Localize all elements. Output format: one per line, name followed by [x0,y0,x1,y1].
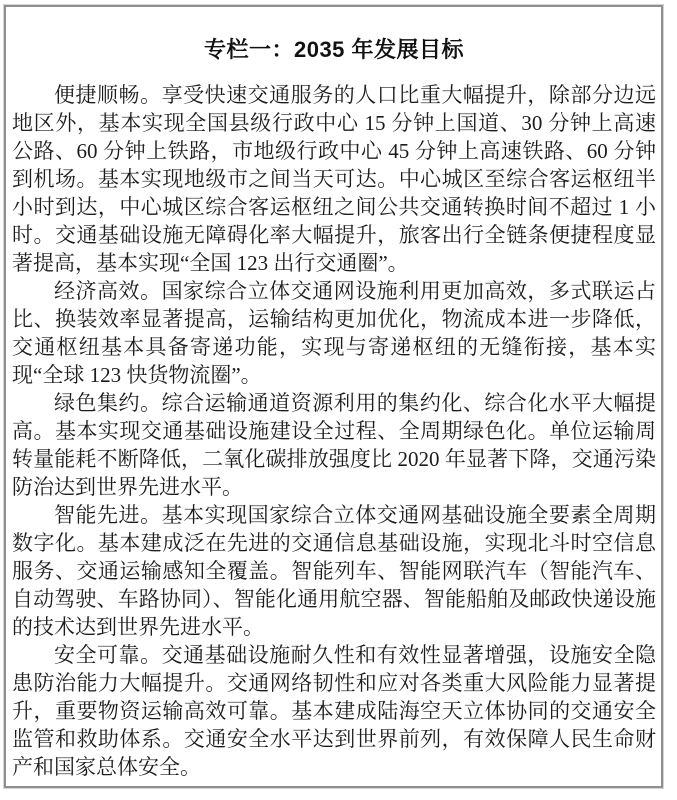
column-box-frame [4,5,663,788]
paragraph-intelligent-advanced: 智能先进。基本实现国家综合立体交通网基础设施全要素全周期数字化。基本建成泛在先进的交通信息基础设施，实现北斗时空信息服务、交通运输感知全覆盖。智能列车、智能网联汽车（智能汽车、自动驾驶、车路协同）、智能化通用航空器、智能船舶及邮政快递设施的技术达到世界先进水平。 [12,503,656,639]
paragraph-green-intensive: 绿色集约。综合运输通道资源利用的集约化、综合化水平大幅提高。基本实现交通基础设施建设全过程、全周期绿色化。单位运输周转量能耗不断降低，二氧化碳排放强度比 2020 年显著下降，交通污染防治达到世界先进水平。 [12,391,656,499]
paragraph-convenient-smooth: 便捷顺畅。享受快速交通服务的人口比重大幅提升，除部分边远地区外，基本实现全国县级行政中心 15 分钟上国道、30 分钟上高速公路、60 分钟上铁路，市地级行政中心 45 分钟上高速铁路、60 分钟到机场。基本实现地级市之间当天可达。中心城区至综合客运枢纽半小时到达，中心城区综合客运枢纽之间公共交通转换时间不超过 1 小时。交通基础设施无障碍化率大幅提升，旅客出行全链条便捷程度显著提高，基本实现“全国 123 出行交通圈”。 [12,83,656,275]
paragraph-economical-efficient: 经济高效。国家综合立体交通网设施利用更加高效，多式联运占比、换装效率显著提高，运输结构更加优化，物流成本进一步降低，交通枢纽基本具备寄递功能，实现与寄递枢纽的无缝衔接，基本实现“全球 123 快货物流圈”。 [12,279,656,387]
box-title: 专栏一：2035 年发展目标 [203,37,465,62]
column-box-content [6,7,661,781]
paragraph-safe-reliable: 安全可靠。交通基础设施耐久性和有效性显著增强，设施安全隐患防治能力大幅提升。交通网络韧性和应对各类重大风险能力显著提升，重要物资运输高效可靠。基本建成陆海空天立体协同的交通安全监管和救助体系。交通安全水平达到世界前列，有效保障人民生命财产和国家总体安全。 [12,643,656,779]
